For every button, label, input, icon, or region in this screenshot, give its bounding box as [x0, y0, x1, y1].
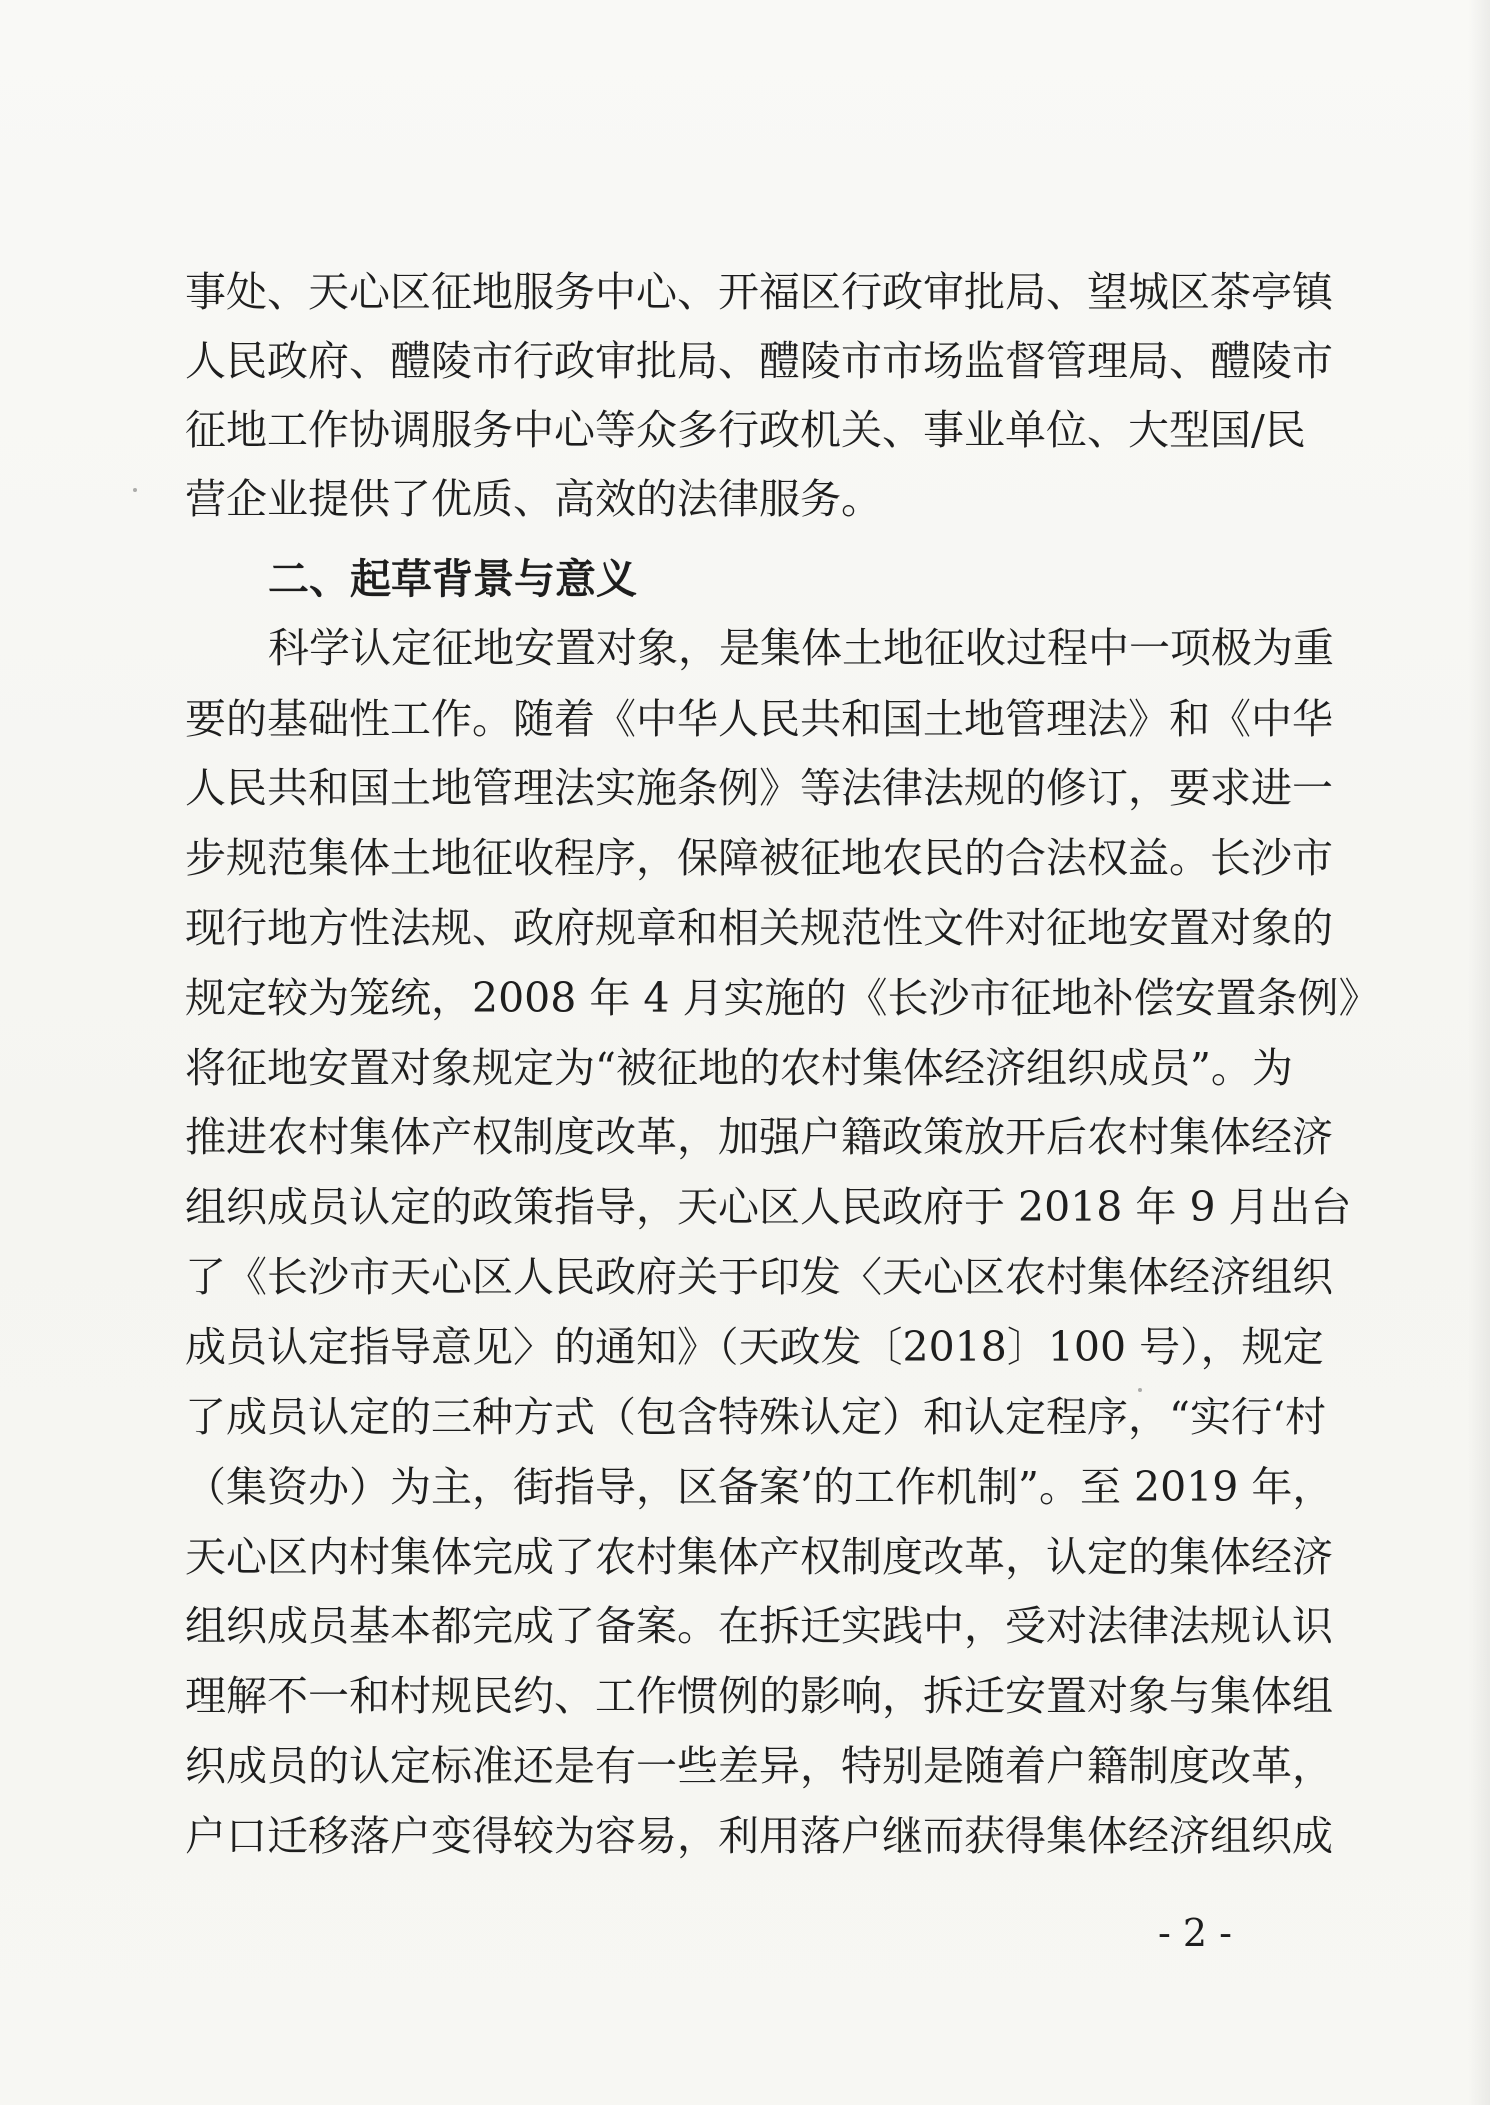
body-text-line: 天心区内村集体完成了农村集体产权制度改革，认定的集体经济	[185, 1533, 1333, 1581]
body-text-line: 织成员的认定标准还是有一些差异，特别是随着户籍制度改革，	[185, 1742, 1333, 1790]
body-text-line: 人民共和国土地管理法实施条例》等法律法规的修订，要求进一	[185, 764, 1333, 812]
body-text-line: （集资办）为主，街指导，区备案’的工作机制”。至 2019 年，	[185, 1463, 1334, 1511]
scan-speck	[133, 488, 137, 492]
body-text-line: 组织成员认定的政策指导，天心区人民政府于 2018 年 9 月出台	[185, 1183, 1352, 1231]
body-text-line: 了成员认定的三种方式（包含特殊认定）和认定程序，“实行‘村	[185, 1393, 1326, 1441]
body-text-line: 了《长沙市天心区人民政府关于印发〈天心区农村集体经济组织	[185, 1253, 1333, 1301]
body-text-line: 步规范集体土地征收程序，保障被征地农民的合法权益。长沙市	[185, 834, 1333, 882]
body-text-line: 将征地安置对象规定为“被征地的农村集体经济组织成员”。为	[185, 1044, 1293, 1092]
body-text-line: 户口迁移落户变得较为容易，利用落户继而获得集体经济组织成	[185, 1812, 1333, 1860]
paragraph-first-line: 科学认定征地安置对象，是集体土地征收过程中一项极为重	[268, 624, 1334, 672]
page-number: - 2 -	[1157, 1911, 1232, 1955]
body-text-line: 征地工作协调服务中心等众多行政机关、事业单位、大型国/民	[185, 406, 1306, 454]
body-text-line: 理解不一和村规民约、工作惯例的影响，拆迁安置对象与集体组	[185, 1672, 1333, 1720]
body-text-line: 规定较为笼统，2008 年 4 月实施的《长沙市征地补偿安置条例》	[185, 974, 1380, 1022]
body-text-line: 组织成员基本都完成了备案。在拆迁实践中，受对法律法规认识	[185, 1602, 1333, 1650]
body-text-line: 推进农村集体产权制度改革，加强户籍政策放开后农村集体经济	[185, 1113, 1333, 1161]
body-text-line: 营企业提供了优质、高效的法律服务。	[185, 475, 882, 523]
body-text-line: 现行地方性法规、政府规章和相关规范性文件对征地安置对象的	[185, 904, 1333, 952]
body-text-line: 事处、天心区征地服务中心、开福区行政审批局、望城区茶亭镇	[185, 268, 1333, 316]
body-text-line: 要的基础性工作。随着《中华人民共和国土地管理法》和《中华	[185, 695, 1333, 743]
body-text-line: 成员认定指导意见〉的通知》（天政发〔2018〕100 号），规定	[185, 1323, 1324, 1371]
scan-edge-shadow	[1468, 0, 1490, 2105]
body-text-line: 人民政府、醴陵市行政审批局、醴陵市市场监督管理局、醴陵市	[185, 337, 1333, 385]
section-heading: 二、起草背景与意义	[268, 555, 637, 603]
